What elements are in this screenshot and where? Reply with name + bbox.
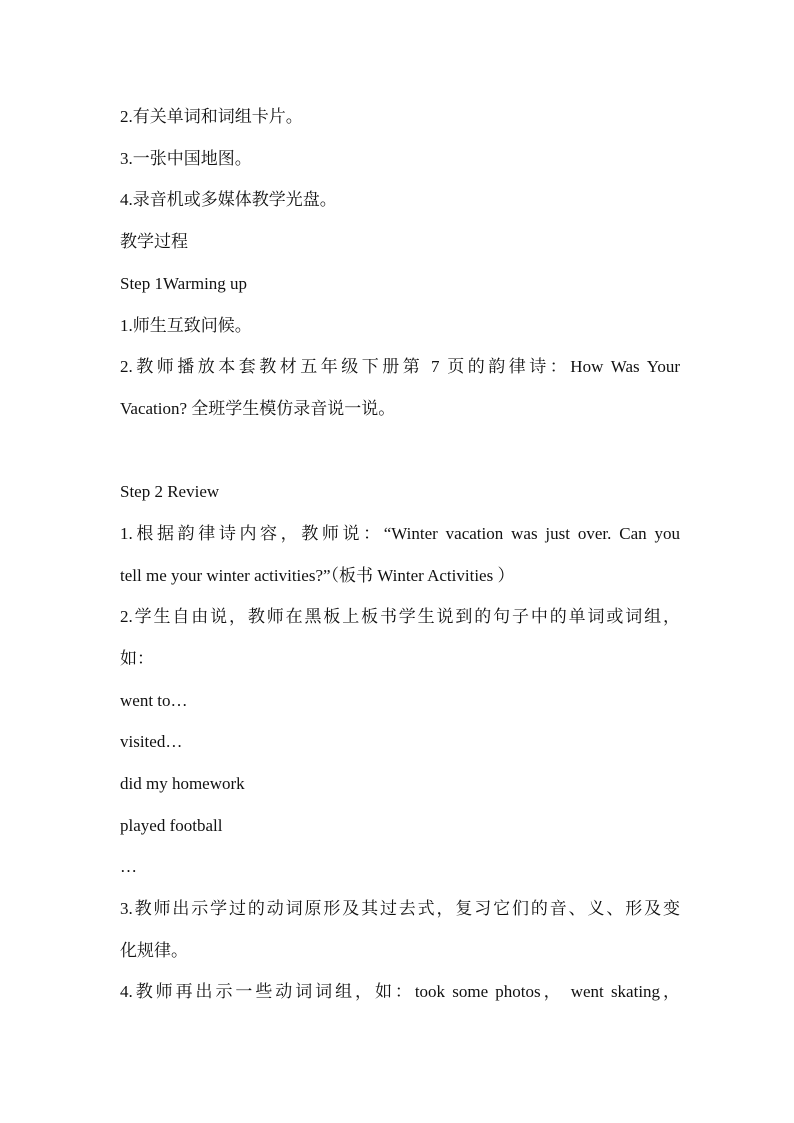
example-visited: visited…: [120, 732, 183, 751]
step-1-heading: Step 1Warming up: [120, 274, 248, 293]
material-item-3: 3.一张中国地图。: [120, 149, 252, 168]
step-2-item-3-line-1: 3.教师出示学过的动词原形及其过去式，复习它们的音、义、形及变: [120, 899, 680, 918]
material-item-4: 4.录音机或多媒体教学光盘。: [120, 190, 337, 209]
section-heading-process: 教学过程: [120, 232, 188, 251]
example-ellipsis: …: [120, 857, 137, 876]
step-2-item-1-line-2: tell me your winter activities?”（板书 Winter Activities ）: [120, 566, 515, 585]
material-item-2: 2.有关单词和词组卡片。: [120, 107, 303, 126]
step-2-heading: Step 2 Review: [120, 482, 220, 501]
step-2-item-4-line-1: 4.教师再出示一些动词词组，如：took some photos， went skating，: [120, 982, 680, 1001]
example-played-football: played football: [120, 816, 223, 835]
step-2-item-1-line-1: 1.根据韵律诗内容，教师说：“Winter vacation was just over. Can you: [120, 524, 680, 543]
step-2-item-2-line-2: 如：: [120, 649, 154, 668]
step-1-item-2-line-2: Vacation? 全班学生模仿录音说一说。: [120, 399, 396, 418]
step-2-item-3-line-2: 化规律。: [120, 941, 188, 960]
step-1-item-2-line-1: 2.教师播放本套教材五年级下册第 7 页的韵律诗：How Was Your: [120, 357, 680, 376]
example-went-to: went to…: [120, 691, 188, 710]
example-did-homework: did my homework: [120, 774, 245, 793]
step-2-item-2-line-1: 2.学生自由说，教师在黑板上板书学生说到的句子中的单词或词组，: [120, 607, 680, 626]
step-1-item-1: 1.师生互致问候。: [120, 316, 252, 335]
